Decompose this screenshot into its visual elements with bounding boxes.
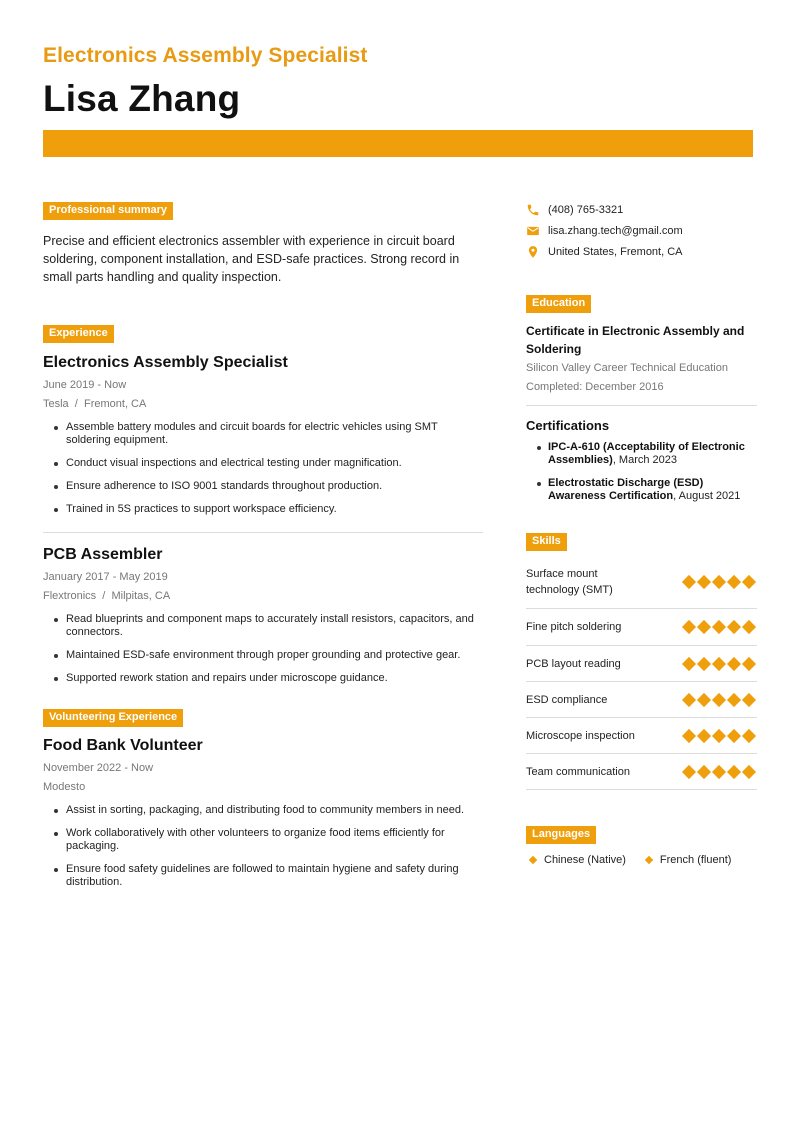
- experience-heading: Experience: [43, 325, 114, 343]
- location-pin-icon: [526, 245, 540, 259]
- education-section: [526, 293, 757, 406]
- skill-name: ESD compliance: [526, 693, 608, 706]
- bullet-item: Trained in 5S practices to support workspace efficiency.: [53, 503, 483, 516]
- education-degree: Certificate in Electronic Assembly and Soldering: [526, 324, 745, 356]
- job-company-location: Flextronics / Milpitas, CA: [43, 590, 171, 602]
- email-text[interactable]: lisa.zhang.tech@gmail.com: [548, 224, 683, 237]
- skill-name: Team communication: [526, 765, 630, 778]
- skill-rating: [684, 622, 754, 632]
- section-divider: [43, 532, 483, 533]
- skill-rating: [684, 577, 754, 587]
- education-completed: Completed: December 2016: [526, 381, 664, 393]
- contact-email: [526, 220, 757, 241]
- skill-name: Microscope inspection: [526, 729, 635, 742]
- contact-phone: [526, 199, 757, 220]
- certification-date: , March 2023: [612, 454, 678, 466]
- email-icon: [526, 224, 540, 238]
- skill-name: PCB layout reading: [526, 657, 621, 670]
- volunteering-section: [43, 707, 483, 889]
- job-position: PCB Assembler: [43, 546, 163, 563]
- bullet-item: Maintained ESD-safe environment through proper grounding and protective gear.: [53, 649, 483, 662]
- bullet-item: Conduct visual inspections and electrical testing under magnification.: [53, 457, 483, 470]
- volunteer-location: Modesto: [43, 781, 86, 793]
- summary-heading: Professional summary: [43, 202, 173, 220]
- job-position: Electronics Assembly Specialist: [43, 354, 288, 371]
- job-location: Milpitas, CA: [111, 590, 171, 602]
- skill-rating: [684, 731, 754, 741]
- contact-location: [526, 241, 757, 262]
- certification-item: [536, 441, 757, 467]
- languages-list: [526, 854, 757, 866]
- bullet-item: Work collaboratively with other volunteers to organize food items efficiently for packaging.: [53, 827, 483, 853]
- volunteer-bullets: [43, 804, 483, 889]
- candidate-name: Lisa Zhang: [43, 78, 241, 119]
- skills-section: [526, 531, 757, 790]
- volunteering-heading: Volunteering Experience: [43, 709, 183, 727]
- skill-row: [526, 754, 757, 790]
- volunteer-position: Food Bank Volunteer: [43, 737, 203, 754]
- diamond-bullet-icon: [529, 856, 537, 864]
- phone-text[interactable]: (408) 765-3321: [548, 203, 624, 216]
- education-school: Silicon Valley Career Technical Education: [526, 362, 728, 374]
- job-entry: [43, 354, 483, 516]
- skill-rating: [684, 659, 754, 669]
- certifications-section: [526, 418, 757, 503]
- job-company: Tesla: [43, 398, 69, 410]
- bullet-item: Assemble battery modules and circuit boards for electric vehicles using SMT soldering equipment.: [53, 421, 483, 447]
- location-text: United States, Fremont, CA: [548, 245, 683, 258]
- job-company-location: Tesla / Fremont, CA: [43, 398, 147, 410]
- skill-rating: [684, 767, 754, 777]
- certifications-heading: Certifications: [526, 418, 610, 433]
- skill-row: [526, 609, 757, 646]
- diamond-bullet-icon: [645, 856, 653, 864]
- certification-date: , August 2021: [673, 490, 741, 502]
- skills-heading: Skills: [526, 533, 567, 551]
- skills-list: [526, 559, 757, 790]
- job-location: Fremont, CA: [83, 398, 147, 410]
- language-item: French (fluent): [642, 854, 732, 866]
- header-accent-bar: [43, 130, 753, 157]
- bullet-item: Ensure adherence to ISO 9001 standards throughout production.: [53, 480, 483, 493]
- job-company: Flextronics: [43, 590, 97, 602]
- job-entry: [43, 546, 483, 685]
- right-column: [526, 200, 757, 866]
- language-item: Chinese (Native): [526, 854, 626, 866]
- education-heading: Education: [526, 295, 591, 313]
- bullet-item: Supported rework station and repairs under microscope guidance.: [53, 672, 483, 685]
- experience-section: [43, 323, 483, 685]
- skill-name: Surface mount technology (SMT): [526, 568, 613, 596]
- skill-row: [526, 646, 757, 682]
- languages-section: [526, 824, 757, 866]
- section-divider: [526, 405, 757, 406]
- job-dates: January 2017 - May 2019: [43, 571, 168, 583]
- certification-name: IPC-A-610 (Acceptability of Electronic Assemblies): [548, 441, 745, 466]
- certification-name: Electrostatic Discharge (ESD) Awareness Certification: [548, 477, 704, 502]
- skill-rating: [684, 695, 754, 705]
- skill-row: [526, 718, 757, 754]
- summary-section: [43, 200, 483, 286]
- contact-section: [526, 199, 757, 262]
- left-column: [43, 200, 483, 899]
- languages-heading: Languages: [526, 826, 596, 844]
- volunteer-dates: November 2022 - Now: [43, 762, 154, 774]
- bullet-item: Ensure food safety guidelines are followed to maintain hygiene and safety during distribution.: [53, 863, 483, 889]
- job-bullets: [43, 613, 483, 685]
- job-title: Electronics Assembly Specialist: [43, 44, 368, 67]
- certification-item: [536, 477, 757, 503]
- skill-name: Fine pitch soldering: [526, 621, 622, 633]
- phone-icon: [526, 203, 540, 217]
- job-dates: June 2019 - Now: [43, 379, 127, 391]
- summary-text: Precise and efficient electronics assembler with experience in circuit board soldering, component installation, and ESD-safe practices. Strong record in small parts handling and quality inspection.: [43, 234, 460, 284]
- skill-row: [526, 682, 757, 718]
- job-bullets: [43, 421, 483, 516]
- bullet-item: Read blueprints and component maps to accurately install resistors, capacitors, and connectors.: [53, 613, 483, 639]
- certifications-list: [526, 441, 757, 503]
- skill-row: [526, 559, 757, 609]
- bullet-item: Assist in sorting, packaging, and distributing food to community members in need.: [53, 804, 483, 817]
